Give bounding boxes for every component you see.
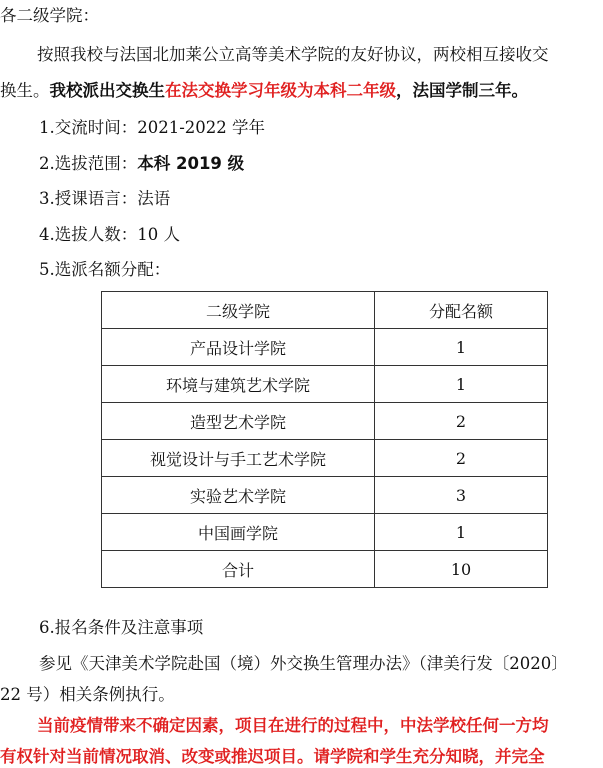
intro-bold-text-2: ，法国学制三年。: [396, 81, 528, 100]
intro-text: 换生。: [0, 81, 50, 100]
table-cell-college: 造型艺术学院: [102, 403, 375, 440]
table-row: [102, 440, 548, 477]
table-cell-college: 产品设计学院: [102, 329, 375, 366]
item-quota-allocation: 5.选派名额分配：: [39, 260, 171, 279]
table-cell-total-label: 合计: [102, 551, 375, 588]
table-cell-college: 环境与建筑艺术学院: [102, 366, 375, 403]
table-cell-quota: 2: [375, 403, 548, 440]
table-cell-college: 中国画学院: [102, 514, 375, 551]
intro-highlight-text: 在法交换学习年级为本科二年级: [165, 81, 396, 100]
table-cell-college: 视觉设计与手工艺术学院: [102, 440, 375, 477]
item-exchange-period: 1.交流时间：2021-2022 学年: [39, 118, 266, 137]
item-teaching-language: 3.授课语言：法语: [39, 189, 171, 208]
quota-table: [101, 291, 548, 588]
section6-title: 6.报名条件及注意事项: [39, 618, 204, 637]
table-header-college: 二级学院: [102, 292, 375, 329]
table-cell-total-value: 10: [375, 551, 548, 588]
table-cell-college: 实验艺术学院: [102, 477, 375, 514]
section6-reference-line-1: 参见《天津美术学院赴国（境）外交换生管理办法》（津美行发〔2020〕: [39, 654, 568, 673]
notice-line-1: 当前疫情带来不确定因素，项目在进行的过程中，中法学校任何一方均: [37, 716, 549, 735]
table-row: [102, 366, 548, 403]
table-row: [102, 477, 548, 514]
table-cell-quota: 1: [375, 514, 548, 551]
greeting-heading: 各二级学院：: [0, 6, 99, 25]
section6-reference-line-2: 22 号）相关条例执行。: [0, 685, 175, 704]
intro-line-1: 按照我校与法国北加莱公立高等美术学院的友好协议，两校相互接收交: [37, 45, 549, 64]
table-row: [102, 514, 548, 551]
table-cell-quota: 1: [375, 329, 548, 366]
item-selection-scope: [39, 153, 244, 175]
notice-line-2: 有权针对当前情况取消、改变或推迟项目。请学院和学生充分知晓，并完全: [0, 747, 545, 766]
item-selection-count: 4.选拔人数：10 人: [39, 225, 180, 244]
table-header-row: [102, 292, 548, 329]
table-cell-quota: 3: [375, 477, 548, 514]
table-cell-quota: 1: [375, 366, 548, 403]
table-header-quota: 分配名额: [375, 292, 548, 329]
table-total-row: [102, 551, 548, 588]
item-selection-scope-value: 本科 2019 级: [137, 154, 245, 173]
table-cell-quota: 2: [375, 440, 548, 477]
item-selection-scope-label: 2.选拔范围：: [39, 154, 138, 173]
intro-bold-text: 我校派出交换生: [49, 81, 165, 100]
table-row: [102, 403, 548, 440]
intro-line-2: [0, 80, 528, 102]
table-row: [102, 329, 548, 366]
